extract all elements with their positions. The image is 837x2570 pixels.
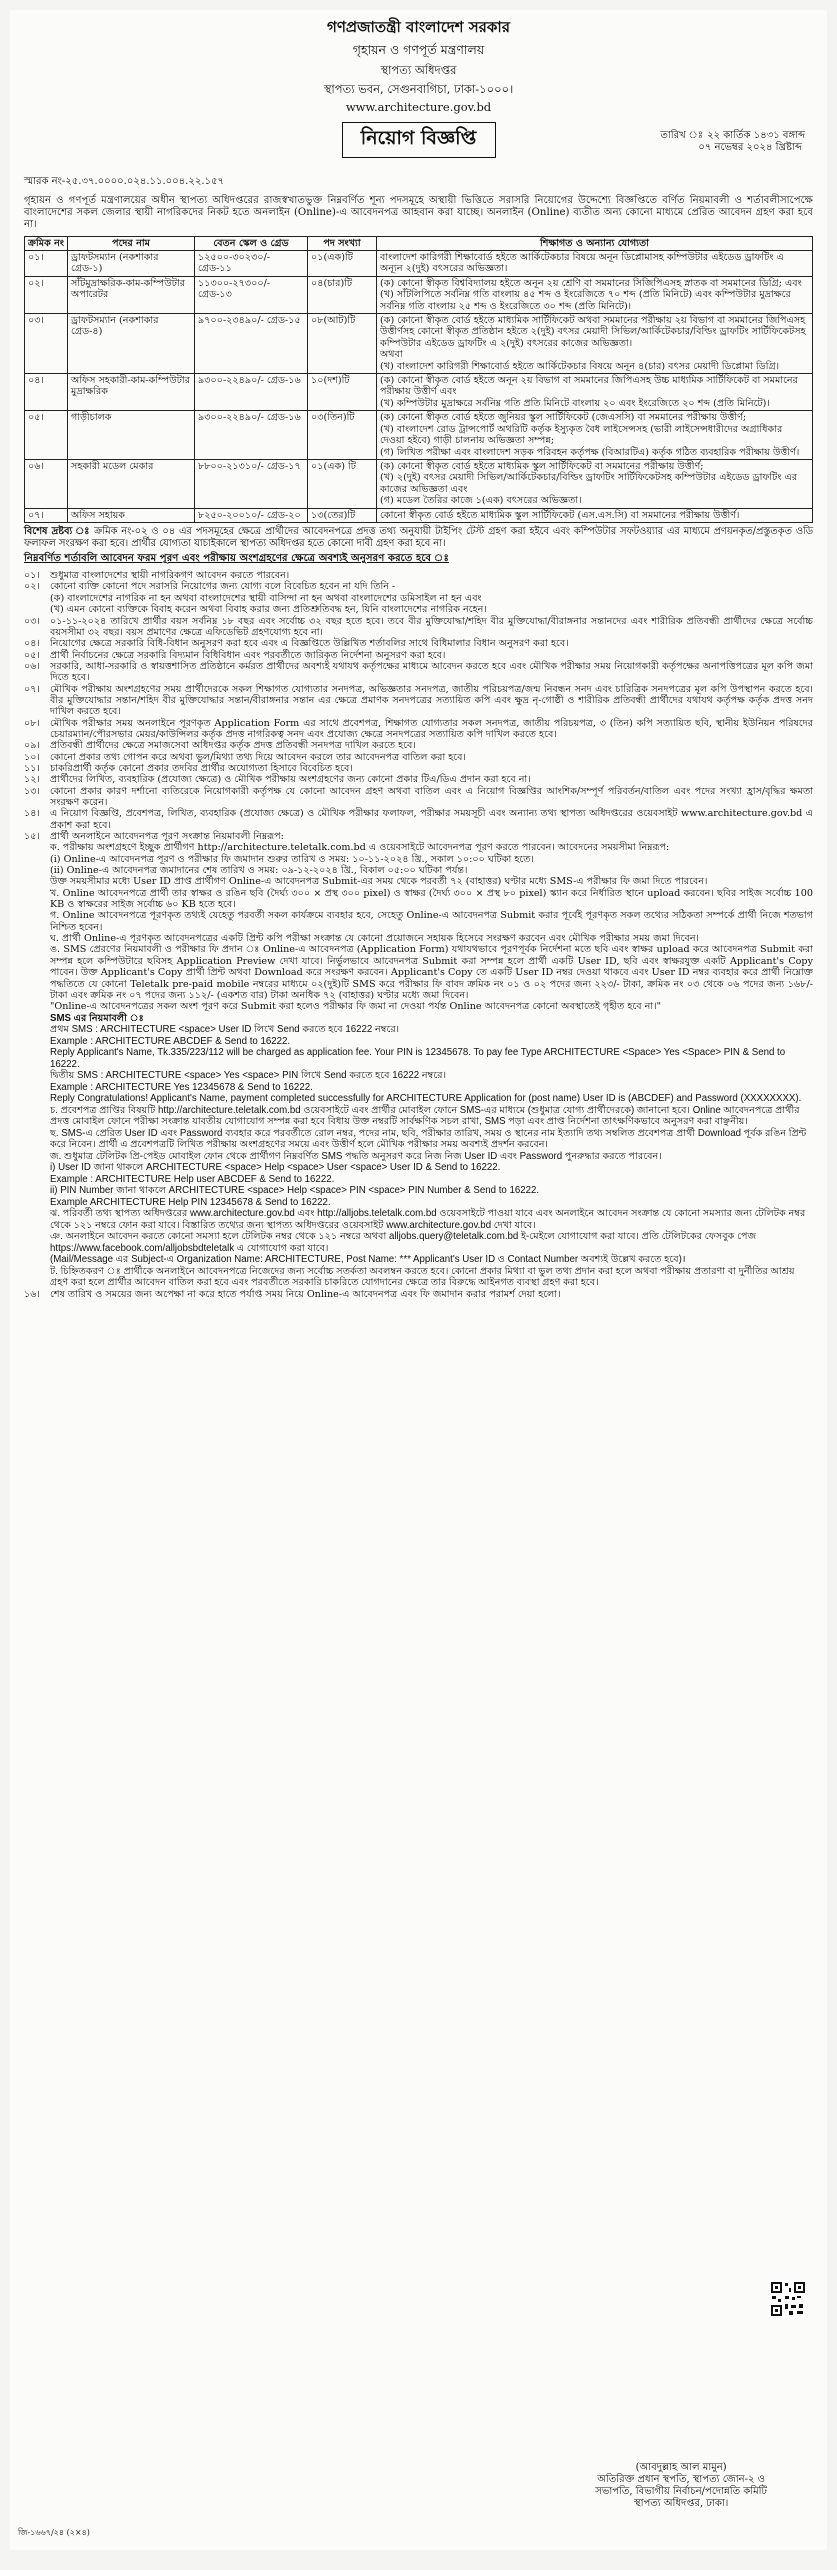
signature-block <box>595 2462 767 2510</box>
row-qualification <box>377 411 813 460</box>
final-text: শেষ তারিখ ও সময়ের জন্য অপেক্ষা না করে হাতে পর্যাপ্ত সময় নিয়ে Online-এ আবেদনপত্র এবং ফি জমাদান করার পরামর্শ দেয়া হলো। <box>50 1288 561 1300</box>
sms-line: Reply Congratulations! Applicant's Name, payment completed successfully for ARCHITECTURE Application for (post name) User ID is (ABCDEF) and Password (XXXXXXXX). <box>50 1093 802 1105</box>
row-qualification <box>377 251 813 277</box>
condition-number <box>24 888 50 911</box>
sms-line: জ. শুধুমাত্র টেলিটক প্রি-পেইড মোবাইল ফোন থেকে প্রার্থীগণ নিম্নবর্ণিত SMS পদ্ধতি অনুসরণ করে নিজ নিজ User ID এবং Password পুনরুদ্ধার করতে পারবেন। <box>50 1150 662 1162</box>
list-item <box>24 876 813 887</box>
row-qualification <box>377 459 813 508</box>
condition-text: ক. পরীক্ষায় অংশগ্রহণে ইচ্ছুক প্রার্থীগণ http://architecture.teletalk.com.bd এ ওয়েবসাইটে আবেদনপত্র পূরণ করতে পারবেন। আবেদনের সময়সীমা নিম্নরূপ: <box>50 842 670 854</box>
sms-line: ii) PIN Number জানা থাকলে ARCHITECTURE <space> Help <space> PIN <space> PIN Number & Send to 16222. <box>50 1185 540 1197</box>
qualification-line: (খ) ২(দুই) বৎসর মেয়াদী সিভিল/আর্কিটেকচার/বিল্ডিং ড্রাফটিং সার্টিফিকেটসহ কম্পিউটার এইডেড ড্রাফটিং এর কাজের অভিজ্ঞতা এবং <box>380 472 798 495</box>
condition-text: (খ) এমন কোনো ব্যক্তিকে বিবাহ করেন অথবা বিবাহ করার জন্য প্রতিশ্রুতিবদ্ধ হন, যিনি বাংলাদেশের নাগরিক নহেন। <box>50 604 487 616</box>
condition-number <box>24 842 50 853</box>
condition-text: গ. Online আবেদনপত্রে পূরণকৃত তথ্যই যেহেতু পরবর্তী সকল কার্যক্রমে ব্যবহার হবে, সেহেতু Online-এ আবেদনপত্র Submit করার পূর্বেই পূরণকৃত সকল তথ্যের সঠিকতা সম্পর্কে প্রার্থী নিজে শতভাগ নিশ্চিত হবেন। <box>50 910 813 933</box>
condition-number: ০৫। <box>24 649 40 661</box>
ministry-name: গৃহায়ন ও গণপূর্ত মন্ত্রণালয় <box>352 42 485 57</box>
sms-line: ঝ. পরিবর্তী তথ্য স্থাপত্য অধিদপ্তরের www.architecture.gov.bd এবং http://alljobs.teletalk.com.bd ওয়েবসাইটে পাওয়া যাবে এবং অনলাইনে আবেদন সংক্রান্ত যে কোনো সমস্যার জন্য টেলিটক নম্বর থেকে ১২১ নম্বরে ফোন করা যাবে। বিস্তারিত তথ্যের জন্য স্থাপত্য অধিদপ্তরের ওয়েবসাইট www.architecture.gov.bd দেখা যাবে। <box>50 1208 806 1231</box>
row-scale: ৯৩০০-২২৪৯০/- গ্রেড-১৬ <box>195 374 308 411</box>
row-post-name: গাড়ীচালক <box>68 411 195 460</box>
condition-number: ১১। <box>24 762 40 774</box>
condition-number: ০৯। <box>24 740 40 752</box>
list-item <box>24 1289 813 1300</box>
qualification-line: (ক) কোনো স্বীকৃত বোর্ড হইতে মাধ্যমিক সার্টিফিকেট অথবা সমমানের পরীক্ষায় ২য় বিভাগ বা সমমানের জিপিএসহ উত্তীর্ণসহ কোনো স্বীকৃত প্রতিষ্ঠান হইতে ২(দুই) বৎসর মেয়াদী সিভিল/আর্কিটেকচার/বিল্ডিং ড্রাফটিং সার্টিফিকেটসহ কম্পিউটার এইডেড ড্রাফটিং এ ২(দুই) বৎসরের কাজের অভিজ্ঞতা। <box>380 315 806 349</box>
col-qualification: শিক্ষাগত ও অন্যান্য যোগ্যতা <box>377 236 813 250</box>
list-item <box>24 638 813 649</box>
condition-text: প্রতিবন্ধী প্রার্থীদের ক্ষেত্রে সমাজসেবা অধিদপ্তর কর্তৃক প্রদত্ত প্রতিবন্ধী সনদপত্র দাখিল করতে হবে। <box>50 740 416 752</box>
list-item <box>24 910 813 933</box>
conditions-title: নিম্নবর্ণিত শর্তাবলি আবেদন ফরম পূরণ এবং পরীক্ষায় অংশগ্রহণের ক্ষেত্রে অবশ্যই অনুসরণ করতে হবে ঃ <box>24 552 449 565</box>
list-item <box>24 774 813 785</box>
condition-text: ঘ. প্রার্থী Online-এ পূরণকৃত আবেদনপত্রের একটি প্রিন্ট কপি পরীক্ষা সংক্রান্ত যে কোনো প্রয়োজনে সহায়ক হিসেবে সংরক্ষণ করবেন এবং মৌখিক পরীক্ষার সময় জমা দিবেন। <box>50 933 699 945</box>
row-serial: ০৩। <box>25 314 68 374</box>
row-post-name: সহকারী মডেল মেকার <box>68 459 195 508</box>
condition-text: প্রার্থী নির্বাচনের ক্ষেত্রে সরকারি বিদ্যমান বিধিবিধান এবং পরবর্তীতে জারিকৃত নির্দেশনা অনুসরণ করা হবে। <box>50 649 446 661</box>
special-note-label: বিশেষ দ্রষ্টব্য ঃ <box>24 525 91 537</box>
notice-title: নিয়োগ বিজ্ঞপ্তি <box>342 122 496 158</box>
list-item <box>24 888 813 911</box>
signatory-name: (আবদুল্লাহ আল মামুন) <box>635 2462 727 2473</box>
posts-table <box>24 236 813 523</box>
qualification-line: অথবা <box>380 349 403 361</box>
condition-number <box>24 1001 50 1012</box>
condition-text: (ii) Online-এ আবেদনপত্র জমাদানের শেষ তারিখ ও সময়: ০৯-১২-২০২৪ খ্রি., বিকাল ০৫:০০ ঘটিকা পর্যন্ত। <box>50 865 468 877</box>
condition-text: সরকারি, আধা-সরকারি ও স্বায়ত্তশাসিত প্রতিষ্ঠানে কর্মরত প্রার্থীদের অবশ্যই যথাযথ কর্তৃপক্ষের মাধ্যমে আবেদন করতে হবে এবং মৌখিক পরীক্ষার সময় নিয়োগকারী কর্তৃপক্ষের অনাপত্তিপত্রের মূল কপি জমা দিতে হবে। <box>50 660 813 684</box>
condition-text: এ নিয়োগ বিজ্ঞপ্তি, প্রবেশপত্র, লিখিত, ব্যবহারিক (প্রযোজ্য ক্ষেত্রে) ও মৌখিক পরীক্ষার ফলাফল, পরীক্ষার সময়সূচী এবং অন্যান্য তথ্য স্থাপত্য অধিদপ্তরের ওয়েবসাইট www.architecture.gov.bd এ প্রকাশ করা হবে। <box>50 808 813 831</box>
condition-number: ০৪। <box>24 638 40 650</box>
sms-line: Example : ARCHITECTURE ABCDEF & Send to 16222. <box>50 1035 291 1047</box>
qualification-line: (খ) বাংলাদেশ কারিগরী শিক্ষাবোর্ড হইতে আর্কিটেকচার বিষয়ে অনূন ৪(চার) বৎসর মেয়াদী ডিপ্লোমা ডিগ্রি। <box>380 360 780 372</box>
condition-number: ১০। <box>24 751 40 763</box>
row-serial: ০১। <box>25 251 68 277</box>
condition-number <box>24 604 50 615</box>
sms-rules <box>50 1013 813 1289</box>
condition-number: ০৩। <box>24 615 40 627</box>
condition-text: মৌখিক পরীক্ষায় অংশগ্রহণের সময় প্রার্থীদেরকে সকল শিক্ষাগত যোগ্যতার সনদপত্র, অভিজ্ঞতার সনদপত্র, জাতীয় পরিচয়পত্র/জন্ম নিবন্ধন সনদ এবং চারিত্রিক সনদপত্রের মূল কপি উপস্থাপন করতে হবে। বীর মুক্তিযোদ্ধার সন্তান/শহিদ বীর মুক্তিযোদ্ধার সন্তান/বীরাঙ্গনার সন্তান এর ক্ষেত্রে প্রমাণক সনদপত্রের সত্যায়িত কপি এবং ক্ষুদ্র নৃ-গোষ্ঠী ও শারীরিক প্রতিবন্ধী প্রার্থীদের যথাযথ কর্তৃপক্ষ কর্তৃক প্রদত্ত সনদ দাখিল করতে হবে। <box>50 683 813 718</box>
row-serial: ০২। <box>25 276 68 313</box>
conditions-list <box>24 570 813 1012</box>
list-item <box>24 854 813 865</box>
notice-page <box>10 10 827 2550</box>
gov-name: গণপ্রজাতন্ত্রী বাংলাদেশ সরকার <box>327 18 510 36</box>
table-row <box>25 508 813 522</box>
row-count: ০৩(তিন)টি <box>308 411 377 460</box>
condition-number: ০২। <box>24 581 40 593</box>
condition-text: কোনো ব্যক্তি কোনো পদে সরাসরি নিয়োগের জন্য যোগ্য বলে বিবেচিত হবেন না যদি তিনি - <box>50 581 396 593</box>
dept-website: www.architecture.gov.bd <box>345 100 492 114</box>
list-item <box>24 752 813 763</box>
qualification-line: (খ) বাংলাদেশ রোড ট্রান্সপোর্ট অথরিটি কর্তৃক ইস্যুকৃত বৈধ লাইসেন্সসহ (ভারী লাইসেন্সধারীদের অগ্রাধিকার দেওয়া হইবে) গাড়ী চালনায় অভিজ্ঞতা সম্পন্ন; <box>380 423 783 447</box>
dept-address: স্থাপত্য ভবন, সেগুনবাগিচা, ঢাকা-১০০০। <box>323 82 514 96</box>
list-item <box>24 661 813 684</box>
condition-number: ১২। <box>24 774 40 786</box>
row-serial: ০৫। <box>25 411 68 460</box>
condition-text: ঙ. SMS প্রেরণের নিয়মাবলী ও পরীক্ষার ফি প্রদান ঃ Online-এ আবেদনপত্র (Application Form) যথাযথভাবে পূরণপূর্বক নির্দেশনা মতে ছবি এবং স্বাক্ষর upload করে আবেদনপত্র Submit করা সম্পন্ন হলে কম্পিউটারে ছবিসহ Application Preview দেখা যাবে। নির্ভুলভাবে আবেদনপত্র Submit করা সম্পন্ন হলে প্রার্থী একটি User ID, ছবি এবং স্বাক্ষরযুক্ত একটি Applicant's Copy পাবেন। উক্ত Applicant's Copy প্রার্থী প্রিন্ট অথবা Download করে সংরক্ষণ করবেন। Applicant's Copy তে একটি User ID নম্বর দেওয়া থাকবে এবং User ID নম্বর ব্যবহার করে প্রার্থী নিম্নোক্ত পদ্ধতিতে যে কোনো Teletalk pre-paid mobile নম্বরের মাধ্যমে ০২(দুই)টি SMS করে পরীক্ষার ফি বাবদ ক্রমিক নং ০১ ও ০২ পদের জন্য ২২৩/- টাকা, ক্রমিক নং ০৩ থেকে ০৬ পদের জন্য ১৬৮/- টাকা এবং ক্রমিক নং ০৭ পদের জন্য ১১২/- (একশত বার) টাকা অনধিক ৭২ (বাহাত্তর) ঘণ্টার মধ্যে জমা দিবেন। <box>50 944 813 1001</box>
row-scale: ৯৭০০-২৩৪৯০/- গ্রেড-১৫ <box>195 314 308 374</box>
list-item <box>24 786 813 809</box>
sms-line: Example : ARCHITECTURE Help user ABCDEF & Send to 16222. <box>50 1173 335 1185</box>
list-item <box>24 581 813 592</box>
list-item <box>24 718 813 741</box>
sms-line: ঞ. অনলাইনে আবেদন করতে কোনো সমস্যা হলে টেলিটক নম্বর থেকে ১২১ নম্বরে অথবা alljobs.query@teletalk.com.bd ই-মেইলে যোগাযোগ করা যাবে। প্রতি টেলিটকের ফেসবুক পেজ https://www.facebook.com/alljobsbdteletalk এ যোগাযোগ করা যাবে। <box>50 1231 757 1254</box>
col-post: পদের নাম <box>68 236 195 250</box>
row-post-name: অফিস সহকারী-কাম-কম্পিউটার মুদ্রাক্ষরিক <box>68 374 195 411</box>
row-count: ১৩(তের)টি <box>308 508 377 522</box>
condition-text: প্রার্থী অনলাইনে আবেদনপত্র পূরণ সংক্রান্ত নিয়মাবলী নিম্নরূপ: <box>50 831 284 843</box>
final-condition <box>24 1289 813 1300</box>
list-item <box>24 933 813 944</box>
condition-number <box>24 910 50 933</box>
table-row <box>25 314 813 374</box>
list-item <box>24 763 813 774</box>
condition-text: মৌখিক পরীক্ষার সময় অনলাইনে পূরণকৃত Application Form এর সাথে প্রবেশপত্র, শিক্ষাগত যোগ্যতার সকল সনদপত্র, জাতীয় পরিচয়পত্র, ৩ (তিন) কপি সত্যায়িত ছবি, স্থানীয় ইউনিয়ন পরিষদের চেয়ারম্যান/পৌরসভার মেয়র/কাউন্সিলর কর্তৃক প্রদত্ত নাগরিকত্ব সনদ এবং প্রযোজ্য ক্ষেত্রে সনদপত্রের সত্যায়িত কপি দাখিল করতে হবে। <box>50 717 813 740</box>
row-post-name: ড্রাফটসম্যান (নকশাকার গ্রেড-৪) <box>68 314 195 374</box>
list-item <box>24 831 813 842</box>
row-post-name: অফিস সহায়ক <box>68 508 195 522</box>
condition-number: ০৮। <box>24 717 40 729</box>
signatory-title: অতিরিক্ত প্রধান স্থপতি, স্থাপত্য জোন-২ ও <box>597 2474 765 2485</box>
sms-line: i) User ID জানা থাকলে ARCHITECTURE <space> Help <space> User <space> User ID & Send to 16222. <box>50 1162 501 1174</box>
sms-line: দ্বিতীয় SMS : ARCHITECTURE <space> Yes <space> PIN লিখে Send করতে হবে 16222 নম্বরে। <box>50 1070 447 1082</box>
condition-number: ০৭। <box>24 683 40 695</box>
condition-number: ১৩। <box>24 785 40 797</box>
memo-line <box>10 158 827 191</box>
sms-line: প্রথম SMS : ARCHITECTURE <space> User ID লিখে Send করতে হবে 16222 নম্বরে। <box>50 1024 400 1036</box>
date-en: ০৭ নভেম্বর ২০২৪ খ্রিষ্টাব্দ <box>698 142 802 153</box>
list-item <box>24 593 813 604</box>
posts-body <box>25 251 813 523</box>
footer-code: জি-১৬৬৭/২৪ (২×৪) <box>18 2528 90 2537</box>
condition-text: শুধুমাত্র বাংলাদেশের স্থায়ী নাগরিকগণ আবেদন করতে পারবেন। <box>50 570 290 582</box>
condition-text: কোনো প্রকার তথ্য গোপন করে অথবা ভুল/মিথ্যা তথ্য দিয়ে আবেদন করলে তার আবেদনপত্র বাতিল করা হবে। <box>50 751 466 763</box>
qualification-line: (খ) সাঁটলিপিতে সর্বনিম্ন গতি বাংলায় ৪৫ শব্দ ও ইংরেজিতে ৭০ শব্দ (প্রতি মিনিটে) এবং কম্পিউটার মুদ্রাক্ষরে সর্বনিম্ন গতি বাংলায় ২৫ শব্দ ও ইংরেজিতে ৩০ শব্দ (প্রতি মিনিটে)। <box>380 289 791 312</box>
qualification-line: (গ) মডেল তৈরির কাজে ১(এক) বৎসরের অভিজ্ঞতা। <box>380 495 582 507</box>
row-scale: ৮২৫০-২০০১০/- গ্রেড-২০ <box>195 508 308 522</box>
table-row <box>25 374 813 411</box>
date-label: তারিখ ঃ <box>660 130 704 141</box>
row-count: ১০(দশ)টি <box>308 374 377 411</box>
condition-text: চাকরিপ্রার্থী কর্তৃক কোনো প্রকার তদবির প্রার্থীর অযোগ্যতা হিসাবে বিবেচিত হবে। <box>50 762 353 774</box>
condition-text: প্রার্থীদের লিখিত, ব্যবহারিক (প্রযোজ্য ক্ষেত্রে) ও মৌখিক পরীক্ষায় অংশগ্রহণের জন্য কোনো প্রকার টিএ/ডিএ প্রদান করা হবে না। <box>50 774 531 786</box>
qualification-line: (ক) কোনো স্বীকৃত বোর্ড হইতে জুনিয়র স্কুল সার্টিফিকেট (জেএসসি) বা সমমানের পরীক্ষায় উত্তীর্ণ; <box>380 412 747 424</box>
list-item <box>24 684 813 718</box>
dept-name: স্থাপত্য অধিদপ্তর <box>380 63 457 77</box>
sms-line: Example ARCHITECTURE Help PIN 12345678 & Send to 16222. <box>50 1196 331 1208</box>
row-serial: ০৬। <box>25 459 68 508</box>
row-scale: ৯৩০০-২২৪৯০/- গ্রেড-১৬ <box>195 411 308 460</box>
memo-number: স্মারক নং-২৫.৩৭.০০০০.০২৪.১১.০০৪.২২.১৫৭ <box>24 176 224 187</box>
qualification-line: (ক) কোনো স্বীকৃত বিশ্ববিদ্যালয় হইতে অনূন ২য় শ্রেণি বা সমমানের সিজিপিএসহ স্নাতক বা সমমানের ডিগ্রি; এবং <box>380 277 802 289</box>
sms-line: চ. প্রবেশপত্র প্রাপ্তির বিষয়টি http://architecture.teletalk.com.bd ওয়েবসাইটে এবং প্রার্থীর মোবাইল ফোনে SMS-এর মাধ্যমে (শুধুমাত্র যোগ্য প্রার্থীদেরকে) জানানো হবে। Online আবেদনপত্রে প্রার্থীর প্রদত্ত মোবাইল ফোনে পরীক্ষা সংক্রান্ত যাবতীয় যোগাযোগ সম্পন্ন করা হবে বিধায় উক্ত নম্বরটি সার্বক্ষণিক সচল রাখা, SMS পড়া এবং প্রাপ্ত নির্দেশনা তাৎক্ষণিকভাবে অনুসরণ করা বাঞ্ছনীয়। <box>50 1104 800 1128</box>
qualification-line: বাংলাদেশ কারিগরী শিক্ষাবোর্ড হইতে আর্কিটেকচার বিষয়ে অনূন ডিপ্লোমাসহ কম্পিউটার এইডেড ড্রাফটিং এ অন্যূন ২(দুই) বৎসরের অভিজ্ঞতা। <box>380 252 784 275</box>
condition-text: কোনো প্রকার কারণ দর্শানো ব্যতিরেকে নিয়োগকারী কর্তৃপক্ষ যে কোনো আবেদন গ্রহণ অথবা বাতিল এবং এ নিয়োগ বিজ্ঞপ্তির আংশিক/সম্পূর্ণ পরিবর্তন/বাতিল এবং পদের সংখ্যা হ্রাস/বৃদ্ধির ক্ষমতা সংরক্ষণ করেন। <box>50 785 813 809</box>
table-row <box>25 459 813 508</box>
list-item <box>24 865 813 876</box>
col-serial: ক্রমিক নং <box>25 236 68 250</box>
row-serial: ০৭। <box>25 508 68 522</box>
condition-number <box>24 944 50 1001</box>
special-note <box>10 523 827 549</box>
signatory-org: স্থাপত্য অধিদপ্তর, ঢাকা। <box>633 2498 729 2509</box>
condition-number: ০১। <box>24 570 40 582</box>
condition-number <box>24 854 50 865</box>
row-qualification <box>377 276 813 313</box>
row-qualification <box>377 374 813 411</box>
list-item <box>24 616 813 639</box>
date-bn: ২২ কার্তিক ১৪৩১ বঙ্গাব্দ <box>707 130 805 141</box>
table-row <box>25 411 813 460</box>
table-row <box>25 251 813 277</box>
condition-number: ১৪। <box>24 808 40 820</box>
sms-line: ট. চিহ্নিতকরণ ঃ প্রার্থীকে অনলাইনে আবেদনপত্রে নিজেদের জন্য সর্বোচ্চ সতর্কতা অবলম্বন করতে হবে। কোনো প্রকার মিথ্যা বা ভুল তথ্য প্রদান করা হলে অথবা পরীক্ষায় প্রতারণা বা দুর্নীতির আশ্রয় গ্রহণ করা হলে প্রার্থীর আবেদন বাতিল করা হবে এবং পরবর্তীতে সরকারি চাকরিতে যোগদানের ক্ষেত্রে তার বিরুদ্ধে আইনগত ব্যবস্থা গ্রহণ করা হবে। <box>50 1265 795 1289</box>
qualification-line: কোনো স্বীকৃত বোর্ড হইতে মাধ্যমিক স্কুল সার্টিফিকেট (এস.এস.সি) বা সমমানের পরীক্ষায় উত্তীর্ণ। <box>380 509 740 521</box>
list-item <box>24 570 813 581</box>
row-scale: ১১৩০০-২৭৩০০/- গ্রেড-১৩ <box>195 276 308 313</box>
list-item <box>24 808 813 831</box>
row-scale: ১২৫০০-৩০২৩০/- গ্রেড-১১ <box>195 251 308 277</box>
table-header-row <box>25 236 813 250</box>
sms-line: Example : ARCHITECTURE Yes 12345678 & Send to 16222. <box>50 1081 313 1093</box>
table-row <box>25 276 813 313</box>
list-item <box>24 604 813 615</box>
condition-text: (ক) বাংলাদেশের নাগরিক না হন অথবা বাংলাদেশের স্থায়ী বাসিন্দা না হন অথবা বাংলাদেশের ডমিসাইল না হন এবং <box>50 592 482 604</box>
condition-text: (i) Online-এ আবেদনপত্র পূরণ ও পরীক্ষার ফি জমাদান শুরুর তারিখ ও সময়: ১০-১১-২০২৪ খ্রি., সকাল ১০:০০ ঘটিকা হতে। <box>50 853 534 865</box>
qualification-line: (খ) কম্পিউটার মুদ্রাক্ষরে সর্বনিম্ন গতি প্রতি মিনিটে বাংলায় ২০ এবং ইংরেজিতে ২০ শব্দ (প্রতি মিনিটে)। <box>380 397 770 409</box>
row-qualification <box>377 508 813 522</box>
final-number: ১৬। <box>24 1288 40 1300</box>
qualification-line: (ক) কোনো স্বীকৃত বোর্ড হইতে মাধ্যমিক স্কুল সার্টিফিকেট বা সমমানের পরীক্ষায় উত্তীর্ণ; <box>380 460 704 472</box>
signatory-role: সভাপতি, বিভাগীয় নির্বাচন/পদোন্নতি কমিটি <box>595 2486 767 2497</box>
col-count: পদ সংখ্যা <box>308 236 377 250</box>
sms-title: SMS এর নিয়মাবলী ঃ <box>50 1012 144 1024</box>
row-serial: ০৪। <box>25 374 68 411</box>
row-count: ০১(এক) টি <box>308 459 377 508</box>
qualification-line: (গ) লিখিত পরীক্ষা এবং বাংলাদেশ সড়ক পরিবহন কর্তৃপক্ষ (বিআরটিএ) কর্তৃক গঠিত ব্যবহারিক পরীক্ষায় উত্তীর্ণ। <box>380 446 800 458</box>
row-count: ০৮(আট)টি <box>308 314 377 374</box>
sms-line: Reply Applicant's Name, Tk.335/223/112 will be charged as application fee. Your PIN is 12345678. To pay fee Type ARCHITECTURE <Space> Yes <Space> PIN & Send to 16222. <box>50 1047 786 1070</box>
row-qualification <box>377 314 813 374</box>
condition-text: নিয়োগের ক্ষেত্রে সরকারি বিধি-বিধান অনুসরণ করা হবে এবং এ বিজ্ঞপ্তিতে উল্লিখিত শর্তাবলির সাথে বিধিমালার বিধান অনুসরণ করা হবে। <box>50 638 569 650</box>
condition-number <box>24 933 50 944</box>
sms-line: (Mail/Message এর Subject-এ Organization Name: ARCHITECTURE, Post Name: *** Applicant's User ID ও Contact Number অবশ্যই উল্লেখ করতে হবে)। <box>50 1254 686 1266</box>
condition-number: ১৫। <box>24 831 40 843</box>
list-item <box>24 1001 813 1012</box>
intro-paragraph: গৃহায়ন ও গণপূর্ত মন্ত্রণালয়ের অধীন স্থাপত্য অধিদপ্তরের রাজস্বখাতভুক্ত নিম্নবর্ণিত শূন্য পদসমূহে অস্থায়ী ভিত্তিতে সরাসরি নিয়োগের উদ্দেশ্যে বিজ্ঞপ্তিতে বর্ণিত নিয়মাবলী ও শর্তাবলীসাপেক্ষে বাংলাদেশের সকল জেলার স্থায়ী নাগরিকদের নিকট হতে অনলাইন (Online)-এ আবেদনপত্র আহবান করা যাচ্ছে। অনলাইন (Online) ব্যতীত অন্য কোনো মাধ্যমে প্রেরিত আবেদন গ্রহণ করা হবে না। <box>24 195 813 231</box>
condition-number <box>24 593 50 604</box>
list-item <box>24 944 813 1001</box>
list-item <box>24 740 813 751</box>
row-count: ০১(এক)টি <box>308 251 377 277</box>
row-count: ০৪(চার)টি <box>308 276 377 313</box>
row-post-name: ড্রাফটসম্যান (নকশাকার গ্রেড-১) <box>68 251 195 277</box>
list-item <box>24 650 813 661</box>
condition-text: খ. Online আবেদনপত্রে প্রার্থী তার স্বাক্ষর ও রঙিন ছবি (দৈর্ঘ্য ৩০০ × প্রস্থ ৩০০ pixel) ও স্বাক্ষর (দৈর্ঘ্য ৩০০ × প্রস্থ ৮০ pixel) স্ক্যান করে নির্ধারিত স্থানে upload করবেন। ছবির সাইজ সর্বোচ্চ 100 KB ও স্বাক্ষরের সাইজ সর্বোচ্চ ৬০ KB হতে হবে। <box>50 887 813 911</box>
condition-text: ০১-১১-২০২৪ তারিখে প্রার্থীর বয়স সর্বনিম্ন ১৮ বছর এবং সর্বোচ্চ ৩২ বছর হতে হবে। তবে বীর মুক্তিযোদ্ধা/শহিদ বীর মুক্তিযোদ্ধা/বীরাঙ্গনার সন্তানদের এবং শারীরিক প্রতিবন্ধী প্রার্থীদের ক্ষেত্রে সর্বোচ্চ বয়সসীমা ৩২ বছর। বয়স প্রমাণের ক্ষেত্রে এফিডেভিট গ্রহণযোগ্য হবে না। <box>50 615 813 638</box>
qualification-line: (ক) কোনো স্বীকৃত বোর্ড হইতে অনূন ২য় বিভাগ বা সমমানের জিপিএসহ উচ্চ মাধ্যমিক সার্টিফিকেট বা সমমানের পরীক্ষায় উত্তীর্ণ এবং <box>380 375 798 398</box>
condition-number <box>24 876 50 887</box>
list-item <box>24 842 813 853</box>
condition-text: "Online-এ আবেদনপত্রের সকল অংশ পূরণ করে Submit করা হলেও পরীক্ষার ফি জমা না দেওয়া পর্যন্ত Online আবেদনপত্র কোনো অবস্থাতেই গৃহীত হবে না।" <box>50 1001 661 1013</box>
col-scale: বেতন স্কেল ও গ্রেড <box>195 236 308 250</box>
condition-number: ০৬। <box>24 660 40 672</box>
row-post-name: সাঁটমুদ্রাক্ষরিক-কাম-কম্পিউটার অপারেটর <box>68 276 195 313</box>
date-block <box>660 130 805 154</box>
sms-line: ছ. SMS-এ প্রেরিত User ID এবং Password ব্যবহার করে পরবর্তীতে রোল নম্বর, পদের নাম, ছবি, পরীক্ষার তারিখ, সময় ও স্থানের নাম ইত্যাদি তথ্য সম্বলিত প্রবেশপত্র প্রার্থী Download পূর্বক রঙিন প্রিন্ট করে নিবেন। প্রার্থী এ প্রবেশপত্রটি লিখিত পরীক্ষায় অংশগ্রহণের সময়ে এবং উত্তীর্ণ হলে মৌখিক পরীক্ষার সময় অবশ্যই প্রদর্শন করবেন। <box>50 1127 807 1151</box>
special-note-text: ক্রমিক নং-০২ ও ০৪ এর পদসমূহের ক্ষেত্রে প্রার্থীদের আবেদনপত্রে প্রদত্ত তথ্য অনুযায়ী টাইপিং টেস্ট গ্রহণ করা হইবে এবং কম্পিউটার সফটওয়্যার এর মাধ্যমে প্রণয়নকৃত/প্রস্তুতকৃত ওডি ফলাফল সংরক্ষণ করা হবে। প্রার্থীর যোগ্যতা যাচাইকালে স্থাপত্য অধিদপ্তর হতে কোনো দাবী গ্রহণ করা হবে না। <box>24 525 813 549</box>
row-scale: ৮৮০০-২১৩১০/- গ্রেড-১৭ <box>195 459 308 508</box>
qr-code-icon <box>769 2280 807 2318</box>
condition-text: উক্ত সময়সীমার মধ্যে User ID প্রাপ্ত প্রার্থীগণ Online-এ আবেদনপত্র Submit-এর সময় থেকে পরবর্তী ৭২ (বাহাত্তর) ঘণ্টার মধ্যে SMS-এ পরীক্ষার ফি জমা দিতে পারবেন। <box>50 876 708 888</box>
condition-number <box>24 865 50 876</box>
